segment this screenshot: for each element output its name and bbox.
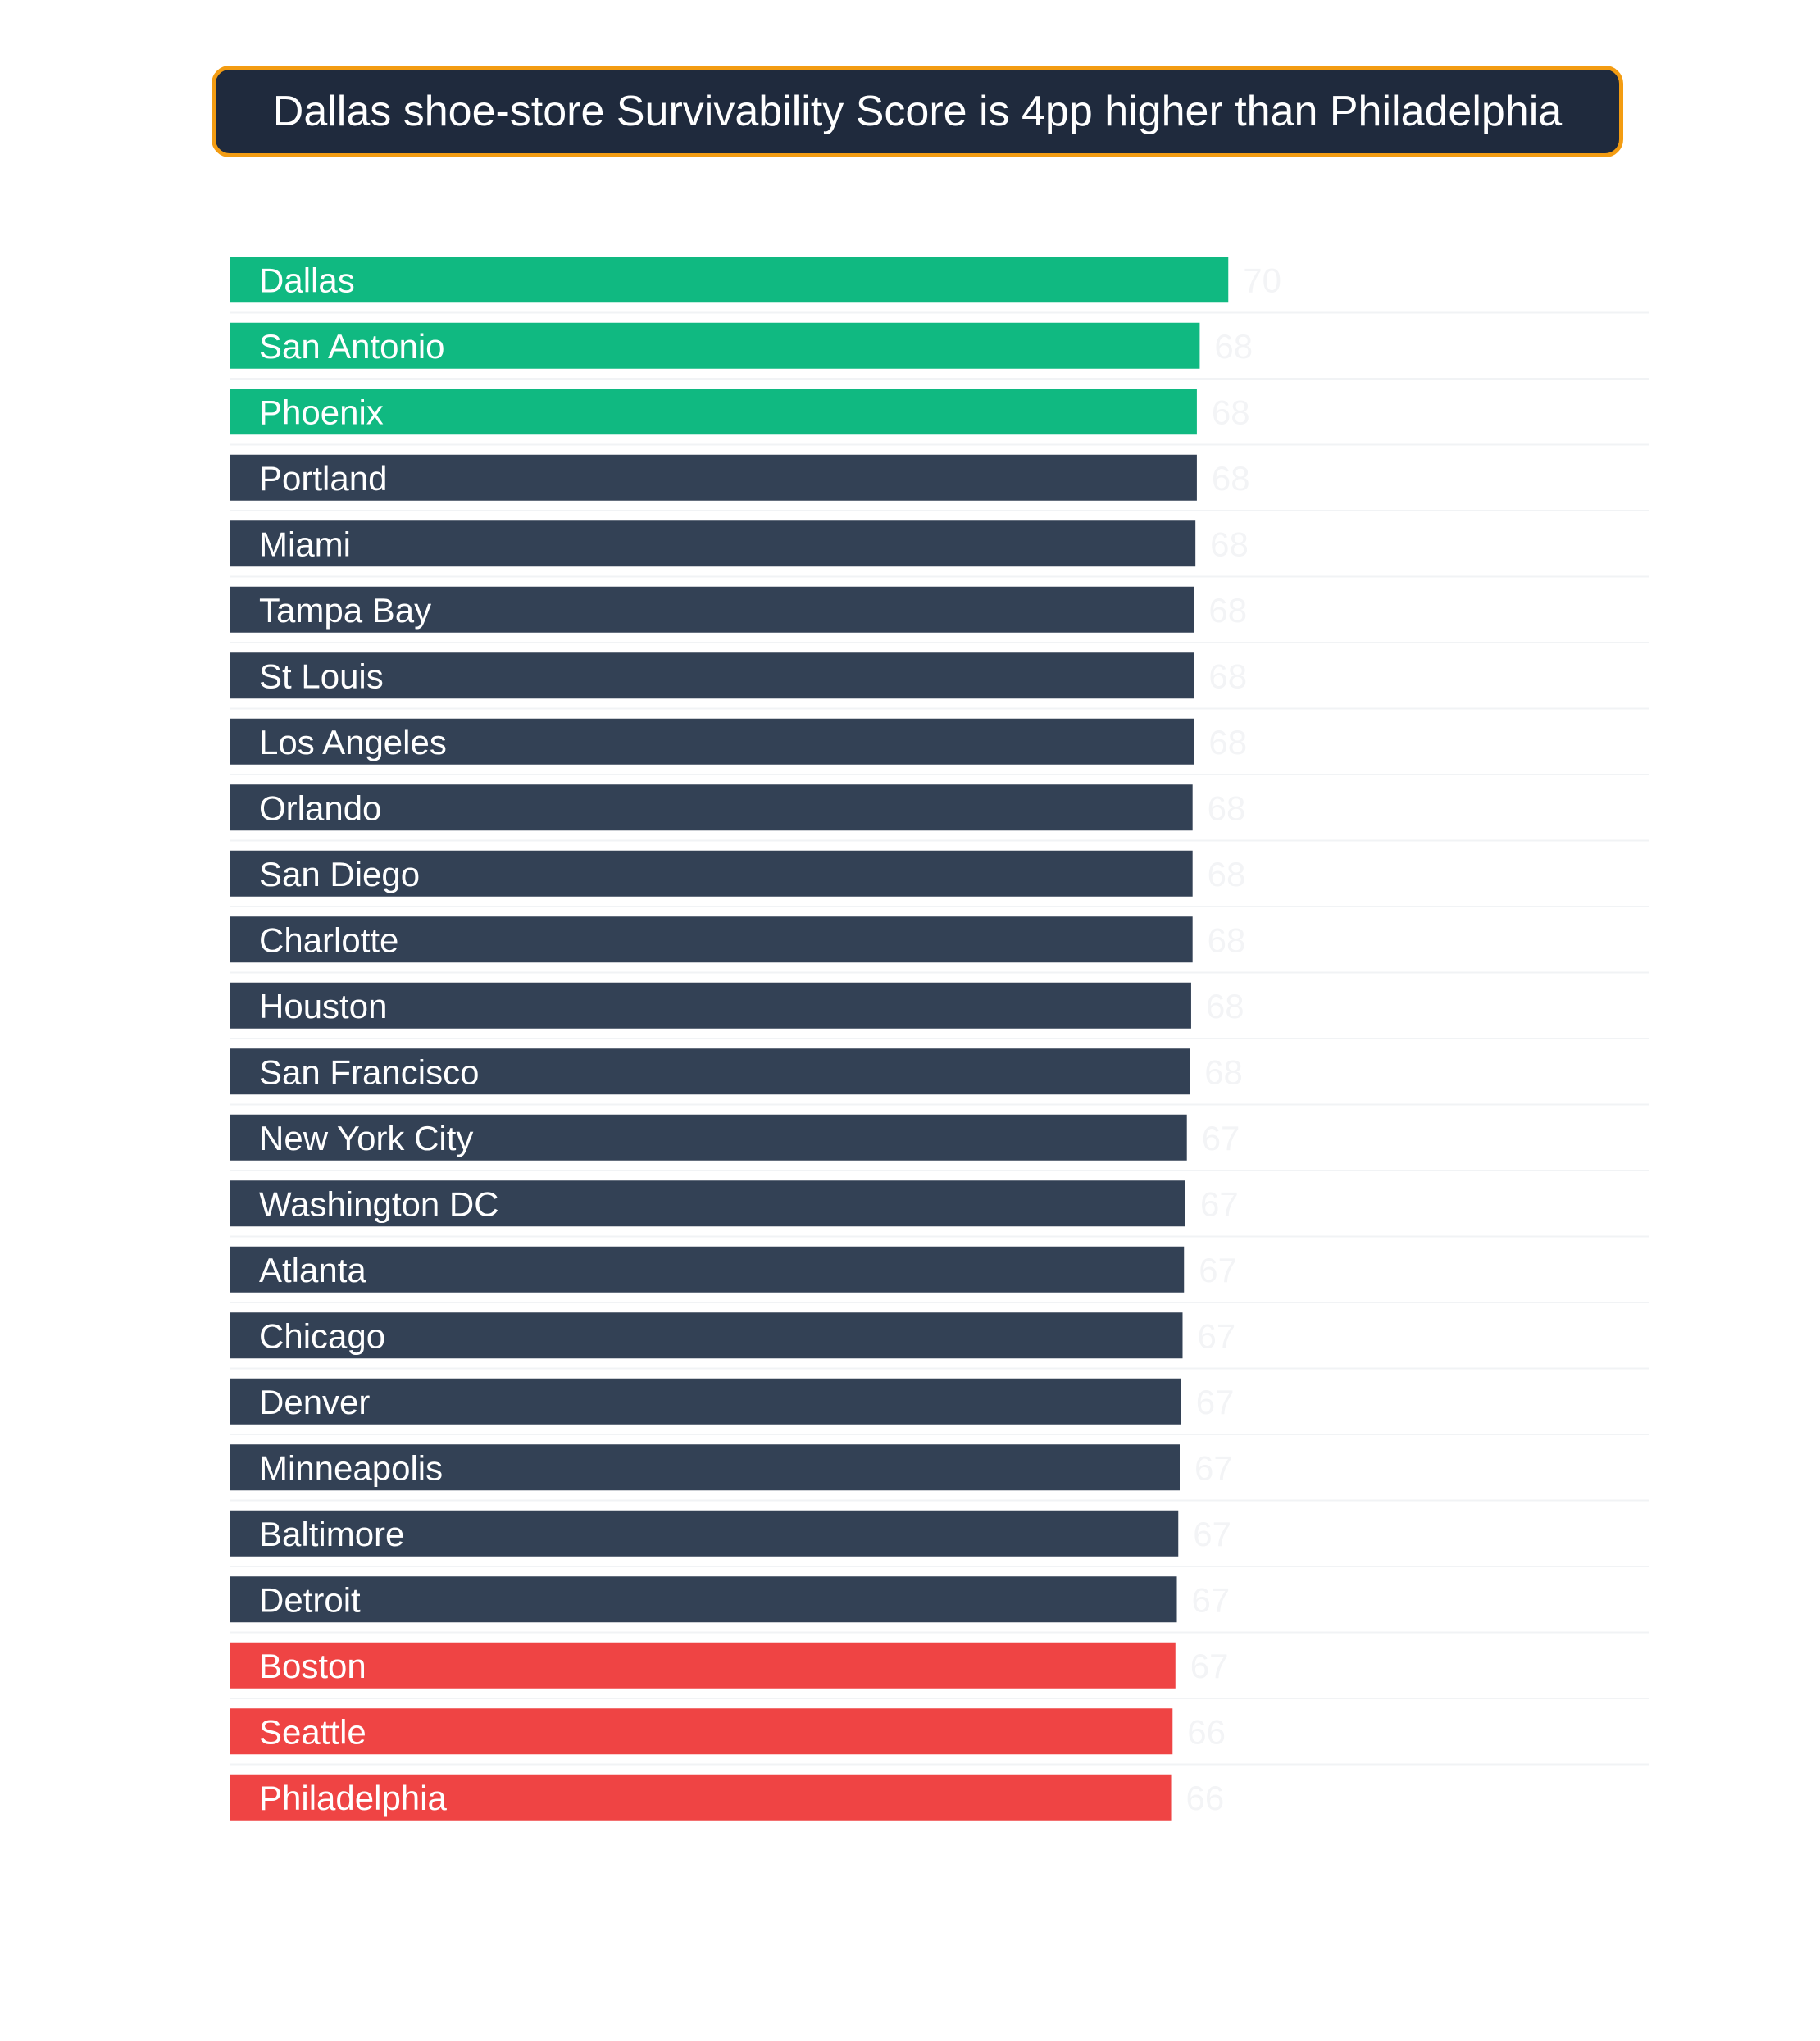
bar-category-label: Tampa Bay: [259, 590, 432, 630]
bar: [230, 257, 1228, 302]
bar-value-label: 66: [1187, 1712, 1226, 1752]
bar-category-label: Philadelphia: [259, 1778, 447, 1817]
bar-value-label: 70: [1243, 261, 1281, 300]
bar-group: [230, 1312, 1649, 1368]
bar-value-label: 67: [1199, 1250, 1237, 1289]
bar-group: [230, 1180, 1649, 1236]
bar-value-label: 67: [1199, 1184, 1239, 1224]
bar-category-label: Dallas: [259, 261, 355, 300]
bar-value-label: 67: [1197, 1316, 1236, 1356]
bar-group: [230, 1643, 1649, 1698]
bar-category-label: San Francisco: [259, 1052, 480, 1092]
bar-group: [230, 719, 1649, 775]
bar-group: [230, 1708, 1649, 1764]
bar-value-label: 67: [1201, 1118, 1240, 1157]
bar-group: [230, 784, 1649, 840]
bar-value-label: 68: [1207, 920, 1246, 960]
bar-value-label: 68: [1208, 590, 1248, 630]
bar-value-label: 67: [1193, 1514, 1231, 1553]
bar-category-label: Seattle: [259, 1712, 366, 1752]
bar-group: [230, 1775, 1224, 1821]
bar-category-label: San Diego: [259, 854, 421, 893]
bar-value-label: 68: [1211, 393, 1250, 432]
bar-group: [230, 983, 1649, 1039]
bar-category-label: San Antonio: [259, 326, 445, 366]
bar-category-label: Charlotte: [259, 920, 399, 960]
bar-category-label: Phoenix: [259, 393, 384, 432]
bar-category-label: Baltimore: [259, 1514, 405, 1553]
bar-category-label: Denver: [259, 1382, 371, 1421]
bar-group: [230, 257, 1649, 312]
bar-category-label: Boston: [259, 1646, 366, 1685]
bar-group: [230, 1048, 1649, 1104]
bar-group: [230, 1247, 1649, 1302]
bar-group: [230, 916, 1649, 972]
bar-category-label: Detroit: [259, 1580, 361, 1620]
bar-group: [230, 1511, 1649, 1566]
bar-group: [230, 323, 1649, 379]
bar: [230, 1576, 1177, 1622]
bar-group: [230, 1115, 1649, 1171]
bar: [230, 1379, 1181, 1425]
bar-group: [230, 851, 1649, 907]
bar-group: [230, 1444, 1649, 1500]
bar-value-label: 68: [1204, 1052, 1243, 1092]
bar-group: [230, 520, 1649, 576]
bar-group: [230, 1576, 1649, 1632]
bar-value-label: 67: [1194, 1448, 1233, 1488]
bar-group: [230, 455, 1649, 511]
bar-category-label: Portland: [259, 458, 388, 498]
bar: [230, 1708, 1172, 1754]
bar-category-label: Orlando: [259, 789, 382, 828]
bar-category-label: Chicago: [259, 1316, 386, 1356]
bar-category-label: New York City: [259, 1118, 474, 1157]
bar-value-label: 67: [1190, 1646, 1229, 1685]
bar-value-label: 67: [1195, 1382, 1235, 1421]
chart-title: Dallas shoe-store Survivability Score is 4pp higher than Philadelphia: [272, 88, 1563, 135]
bar-value-label: 68: [1210, 525, 1249, 564]
bar-group: [230, 587, 1649, 643]
bar-category-label: Los Angeles: [259, 722, 447, 761]
bar-value-label: 68: [1214, 326, 1254, 366]
bar-value-label: 68: [1207, 854, 1246, 893]
bar-value-label: 68: [1207, 789, 1246, 828]
bar-category-label: Washington DC: [259, 1184, 499, 1224]
bar: [230, 520, 1195, 566]
bar: [230, 1643, 1176, 1689]
bar-value-label: 66: [1185, 1778, 1225, 1817]
bar-category-label: Minneapolis: [259, 1448, 444, 1488]
bar-value-label: 68: [1211, 458, 1250, 498]
bar-category-label: St Louis: [259, 657, 384, 696]
bar-value-label: 68: [1208, 657, 1248, 696]
bar-group: [230, 652, 1649, 708]
bar-category-label: Houston: [259, 986, 388, 1025]
bar-group: [230, 1379, 1649, 1434]
bar-value-label: 67: [1191, 1580, 1231, 1620]
bar-category-label: Atlanta: [259, 1250, 366, 1289]
bar-value-label: 68: [1205, 986, 1244, 1025]
bar-group: [230, 389, 1649, 444]
bar-value-label: 68: [1208, 722, 1248, 761]
bar-category-label: Miami: [259, 525, 351, 564]
bar: [230, 1247, 1184, 1293]
